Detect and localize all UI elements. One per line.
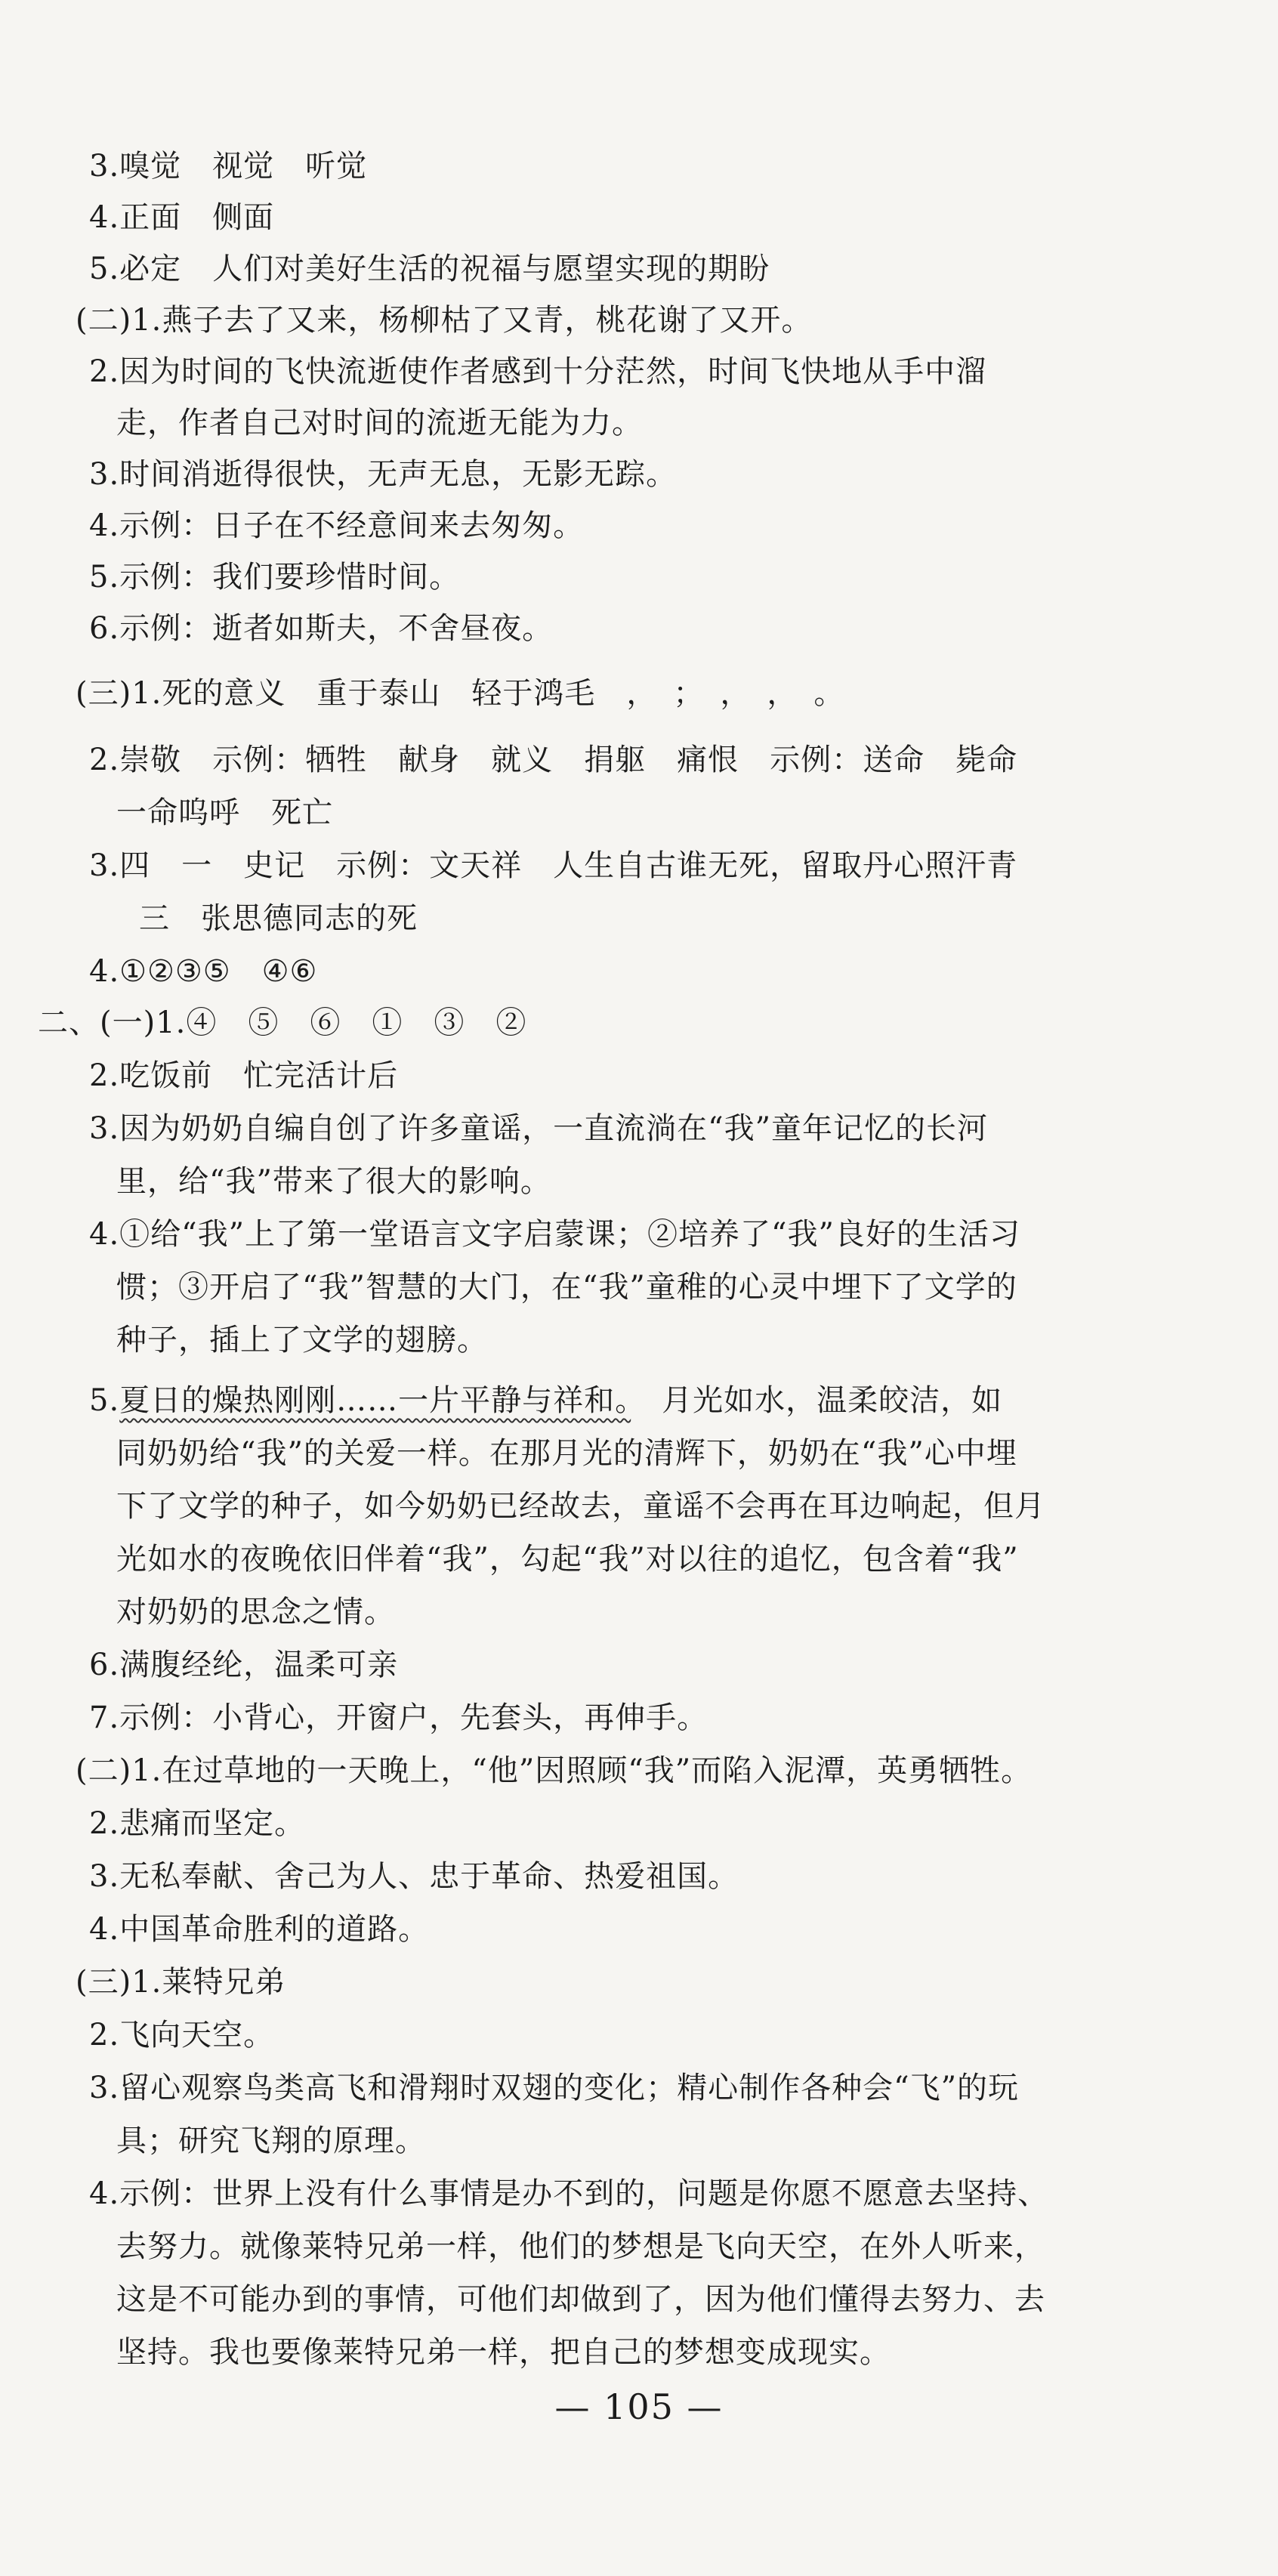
answer-line: 坚持。我也要像莱特兄弟一样，把自己的梦想变成现实。 — [116, 2335, 891, 2370]
answer-line: 4.①②③⑤ ④⑥ — [89, 954, 318, 989]
answer-line: 走，作者自己对时间的流逝无能为力。 — [116, 406, 643, 440]
answer-line: 这是不可能办到的事情，可他们却做到了，因为他们懂得去努力、去 — [116, 2282, 1045, 2317]
answer-line — [89, 1382, 1002, 1419]
answer-line: 3.留心观察鸟类高飞和滑翔时双翅的变化；精心制作各种会“飞”的玩 — [89, 2071, 1020, 2105]
answer-line: 6.满腹经纶，温柔可亲 — [89, 1648, 399, 1682]
answer-line: 里，给“我”带来了很大的影响。 — [116, 1164, 551, 1199]
answer-line: 下了文学的种子，如今奶奶已经故去，童谣不会再在耳边响起，但月 — [116, 1489, 1045, 1524]
answer-line: 4.正面 侧面 — [89, 200, 275, 235]
answer-line: 3.无私奉献、舍己为人、忠于革命、热爱祖国。 — [89, 1859, 739, 1894]
answer-text: 月光如水，温柔皎洁，如 — [631, 1383, 1003, 1418]
answer-number: 5. — [89, 1383, 120, 1418]
answer-line: 3.因为奶奶自编自创了许多童谣，一直流淌在“我”童年记忆的长河 — [89, 1111, 989, 1146]
answer-line: 光如水的夜晚依旧伴着“我”，勾起“我”对以往的追忆，包含着“我” — [116, 1542, 1019, 1577]
answer-line: 4.示例：日子在不经意间来去匆匆。 — [89, 508, 585, 543]
answer-line: 5.必定 人们对美好生活的祝福与愿望实现的期盼 — [89, 252, 770, 286]
answer-line: 4.中国革命胜利的道路。 — [89, 1912, 430, 1947]
answer-line: (三)1.死的意义 重于泰山 轻于鸿毛 ， ； ， ， 。 — [76, 676, 845, 711]
answer-line: (三)1.莱特兄弟 — [76, 1965, 286, 2000]
answer-line: (二)1.燕子去了又来，杨柳枯了又青，桃花谢了又开。 — [76, 303, 813, 338]
answer-line: 2.崇敬 示例：牺牲 献身 就义 捐躯 痛恨 示例：送命 毙命 — [89, 743, 1018, 777]
answer-line: 2.飞向天空。 — [89, 2018, 275, 2052]
answer-line: 同奶奶给“我”的关爱一样。在那月光的清辉下，奶奶在“我”心中埋 — [116, 1436, 1017, 1471]
answer-line: 3.四 一 史记 示例：文天祥 人生自古谁无死，留取丹心照汗青 — [89, 848, 1018, 883]
answer-line: 2.吃饭前 忙完活计后 — [89, 1058, 399, 1093]
answer-line: 5.示例：我们要珍惜时间。 — [89, 560, 461, 595]
answer-line: 对奶奶的思念之情。 — [116, 1595, 395, 1629]
answer-line: 2.悲痛而坚定。 — [89, 1806, 306, 1841]
answer-line: 一命呜呼 死亡 — [116, 795, 333, 830]
answer-line: 三 张思德同志的死 — [139, 901, 418, 936]
answer-line: 7.示例：小背心，开窗户，先套头，再伸手。 — [89, 1700, 708, 1735]
answer-line: 4.①给“我”上了第一堂语言文字启蒙课；②培养了“我”良好的生活习 — [89, 1217, 1020, 1252]
answer-line: 种子，插上了文学的翅膀。 — [116, 1323, 488, 1357]
answer-line: 4.示例：世界上没有什么事情是办不到的，问题是你愿不愿意去坚持、 — [89, 2176, 1049, 2211]
section-heading: 二、(一)1.④ ⑤ ⑥ ① ③ ② — [38, 1005, 527, 1040]
answer-line: 去努力。就像莱特兄弟一样，他们的梦想是飞向天空，在外人听来， — [116, 2229, 1045, 2264]
answer-line: 具；研究飞翔的原理。 — [116, 2124, 426, 2158]
answer-line: 惯；③开启了“我”智慧的大门，在“我”童稚的心灵中埋下了文学的 — [116, 1270, 1017, 1305]
wavy-underlined-quote: 夏日的燥热刚刚……一片平静与祥和。 — [119, 1383, 631, 1418]
answer-line: 2.因为时间的飞快流逝使作者感到十分茫然，时间飞快地从手中溜 — [89, 354, 987, 389]
answer-line: 3.时间消逝得很快，无声无息，无影无踪。 — [89, 457, 678, 492]
answer-line: 3.嗅觉 视觉 听觉 — [89, 149, 368, 184]
answer-line: 6.示例：逝者如斯夫，不舍昼夜。 — [89, 611, 554, 646]
answer-line: (二)1.在过草地的一天晚上，“他”因照顾“我”而陷入泥潭，英勇牺牲。 — [76, 1753, 1033, 1788]
page-number: — 105 — — [554, 2386, 724, 2427]
